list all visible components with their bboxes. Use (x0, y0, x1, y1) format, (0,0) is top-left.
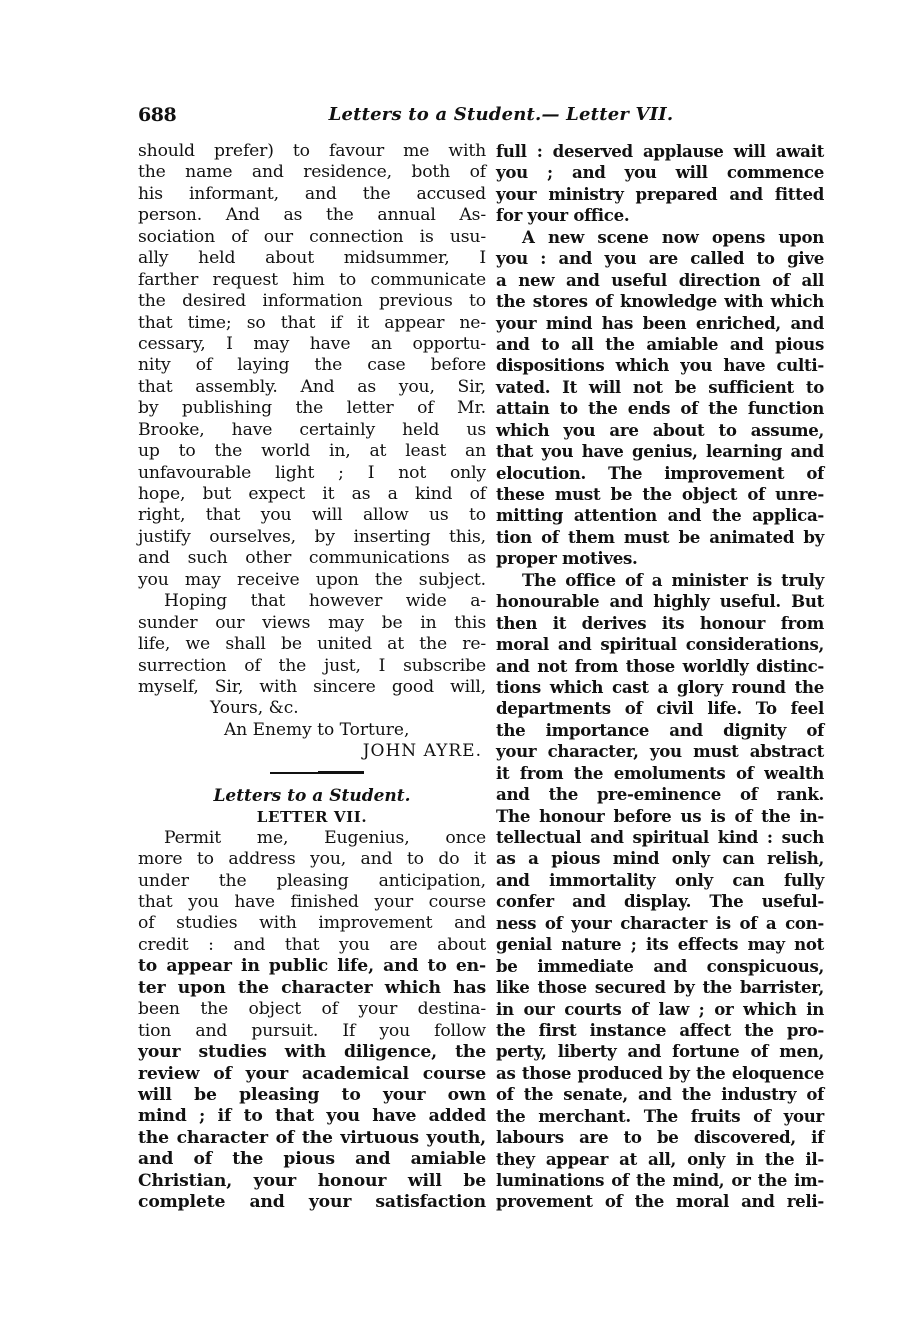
text-line: Hoping that however wide a- (164, 591, 486, 612)
text-line: the character of the virtuous youth, (138, 1127, 486, 1148)
text-line: life, we shall be united at the re- (138, 634, 486, 655)
text-line: departments of civil life. To feel (496, 698, 824, 719)
text-line: that time; so that if it appear ne- (138, 312, 486, 333)
text-line: Brooke, have certainly held us (138, 419, 486, 440)
text-line: and the pre-eminence of rank. (496, 784, 824, 805)
text-line: mitting attention and the applica- (496, 505, 824, 526)
text-line: a new and useful direction of all (496, 269, 824, 290)
text-line: hope, but expect it as a kind of (138, 484, 486, 504)
text-line: tellectual and spiritual kind : such (496, 827, 824, 847)
text-line: full : deserved applause will await (496, 141, 824, 161)
letter-paragraph (138, 141, 486, 591)
pseudonym: An Enemy to Torture, (224, 719, 410, 740)
text-line: complete and your satisfaction (138, 1192, 486, 1213)
text-line: which you are about to assume, (496, 419, 824, 440)
text-line: perty, liberty and fortune of men, (496, 1041, 824, 1062)
text-line: in our courts of law ; or which in (496, 998, 824, 1019)
text-line: your mind has been enriched, and (496, 312, 824, 333)
text-line: nity of laying the case before (138, 355, 486, 376)
text-line: and such other communications as (138, 548, 486, 569)
text-line: the merchant. The fruits of your (496, 1105, 824, 1126)
text-line: that assembly. And as you, Sir, (138, 376, 486, 397)
section-title: Letters to a Student. (213, 785, 411, 806)
text-line: and immortality only can fully (496, 869, 824, 890)
text-line: moral and spiritual considerations, (496, 634, 824, 655)
text-line: Permit me, Eugenius, once (164, 827, 486, 848)
text-line: you : and you are called to give (496, 248, 824, 269)
text-line: for your office. (496, 205, 630, 226)
letter-paragraph (496, 227, 824, 570)
closing: Yours, &c. (210, 698, 299, 719)
author-name: JOHN AYRE. (362, 741, 482, 762)
text-line: attain to the ends of the function (496, 398, 824, 419)
letter-paragraph (496, 570, 824, 1213)
text-line: tion and pursuit. If you follow (138, 1020, 486, 1041)
text-line: confer and display. The useful- (496, 891, 824, 912)
section-divider (138, 763, 486, 785)
text-line: A new scene now opens upon (522, 226, 824, 247)
text-line: of the senate, and the industry of (496, 1084, 824, 1105)
text-line: Christian, your honour will be (138, 1170, 486, 1191)
text-line: as a pious mind only can relish, (496, 848, 824, 869)
right-column (496, 141, 824, 1213)
text-line: you ; and you will commence (496, 162, 824, 183)
text-line: the name and residence, both of (138, 162, 486, 183)
letter-paragraph (496, 141, 824, 227)
text-line: and not from those worldly distinc- (496, 655, 824, 676)
signature-block (138, 698, 486, 762)
text-line: tions which cast a glory round the (496, 676, 824, 697)
text-line: they appear at all, only in the il- (496, 1148, 824, 1169)
text-line: under the pleasing anticipation, (138, 870, 486, 891)
text-line: your ministry prepared and fitted (496, 183, 824, 204)
text-line: as those produced by the eloquence (496, 1062, 824, 1083)
page-number: 688 (138, 104, 177, 126)
running-title: Letters to a Student.— Letter VII. (328, 104, 674, 125)
text-line: the first instance affect the pro- (496, 1019, 824, 1040)
left-column (138, 141, 486, 1214)
text-line: the desired information previous to (138, 291, 486, 312)
text-line: the stores of knowledge with which (496, 291, 824, 312)
text-line: that you have genius, learning and (496, 441, 824, 462)
text-line: dispositions which you have culti- (496, 355, 824, 376)
text-line: his informant, and the accused (138, 183, 486, 204)
text-line: will be pleasing to your own (138, 1084, 486, 1105)
text-line: and to all the amiable and pious (496, 333, 824, 354)
divider-rule-thick (318, 771, 364, 774)
text-line: vated. It will not be sufficient to (496, 376, 824, 397)
text-line: like those secured by the barrister, (496, 977, 824, 998)
text-line: should prefer) to favour me with (138, 141, 486, 161)
text-line: right, that you will allow us to (138, 505, 486, 526)
text-line: the importance and dignity of (496, 719, 824, 740)
text-line: and of the pious and amiable (138, 1149, 486, 1170)
text-line: been the object of your destina- (138, 999, 486, 1020)
text-line: sociation of our connection is usu- (138, 226, 486, 247)
text-line: genial nature ; its effects may not (496, 934, 824, 955)
text-line: these must be the object of unre- (496, 484, 824, 504)
text-line: your character, you must abstract (496, 741, 824, 762)
text-line: proper motives. (496, 548, 638, 569)
text-line: of studies with improvement and (138, 913, 486, 934)
text-line: to appear in public life, and to en- (138, 956, 486, 977)
text-line: ness of your character is of a con- (496, 912, 824, 933)
text-line: unfavourable light ; I not only (138, 462, 486, 483)
letter-paragraph (138, 828, 486, 1214)
text-line: it from the emoluments of wealth (496, 762, 824, 783)
text-line: provement of the moral and reli- (496, 1191, 824, 1212)
text-line: farther request him to communicate (138, 269, 486, 290)
text-line: then it derives its honour from (496, 612, 824, 633)
text-line: ter upon the character which has (138, 977, 486, 998)
text-line: more to address you, and to do it (138, 849, 486, 870)
text-line: justify ourselves, by inserting this, (138, 526, 486, 547)
text-line: luminations of the mind, or the im- (496, 1170, 824, 1190)
text-line: The honour before us is of the in- (496, 805, 824, 826)
text-line: up to the world in, at least an (138, 441, 486, 462)
text-line: credit : and that you are about (138, 934, 486, 955)
text-line: cessary, I may have an opportu- (138, 333, 486, 354)
text-line: The office of a minister is truly (522, 569, 824, 590)
page-header (138, 104, 824, 132)
text-line: tion of them must be animated by (496, 526, 824, 547)
text-line: your studies with diligence, the (138, 1042, 486, 1063)
text-line: you may receive upon the subject. (138, 569, 486, 590)
text-line: surrection of the just, I subscribe (138, 655, 486, 676)
text-line: myself, Sir, with sincere good will, (138, 676, 486, 697)
text-line: elocution. The improvement of (496, 462, 824, 483)
text-line: mind ; if to that you have added (138, 1106, 486, 1127)
text-line: person. And as the annual As- (138, 205, 486, 226)
text-line: review of your academical course (138, 1063, 486, 1084)
text-line: by publishing the letter of Mr. (138, 398, 486, 419)
text-line: honourable and highly useful. But (496, 591, 824, 612)
letter-paragraph (138, 591, 486, 698)
text-line: that you have finished your course (138, 892, 486, 912)
section-subtitle: LETTER VII. (256, 807, 368, 826)
text-line: sunder our views may be in this (138, 612, 486, 633)
text-line: labours are to be discovered, if (496, 1127, 824, 1148)
text-line: be immediate and conspicuous, (496, 955, 824, 976)
text-line: ally held about midsummer, I (138, 248, 486, 269)
